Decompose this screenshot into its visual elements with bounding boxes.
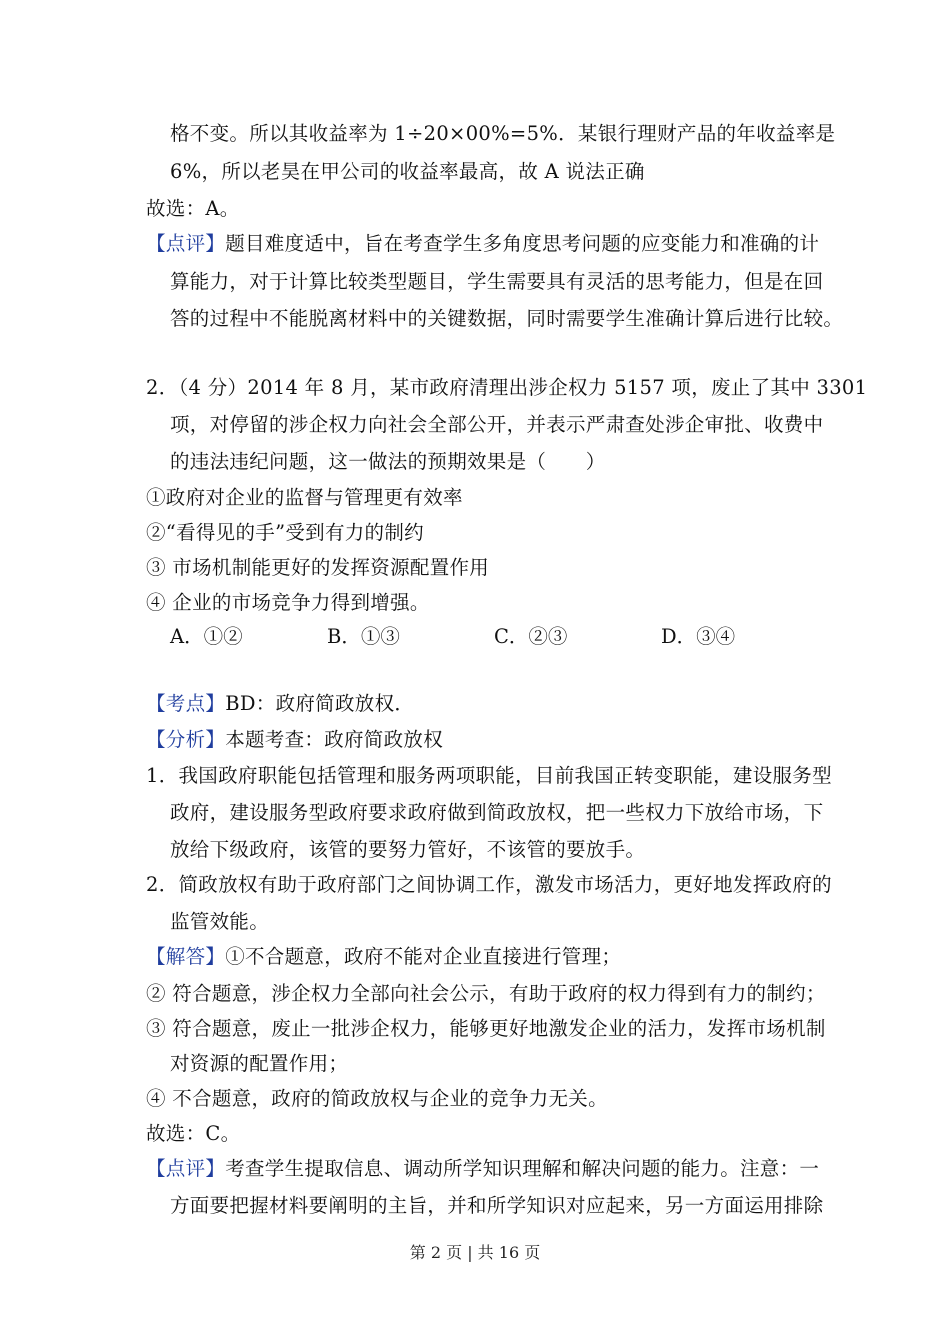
comment-line <box>146 1156 819 1182</box>
option-a: A．①② <box>170 625 243 648</box>
text-line: ② 符合题意，涉企权力全部向社会公示，有助于政府的权力得到有力的制约； <box>146 982 826 1005</box>
comment-tag: 【点评】 <box>146 232 226 255</box>
knowledge-text: BD：政府简政放权． <box>225 692 415 715</box>
statement-item: ③ 市场机制能更好的发挥资源配置作用 <box>146 556 490 579</box>
analysis-line <box>146 727 443 753</box>
analysis-text: 本题考查：政府简政放权 <box>225 728 444 751</box>
text-line: 答的过程中不能脱离材料中的关键数据，同时需要学生准确计算后进行比较。 <box>170 307 844 330</box>
text-line: 放给下级政府，该管的要努力管好，不该管的要放手。 <box>170 838 646 861</box>
statement-item: ①政府对企业的监督与管理更有效率 <box>146 486 463 509</box>
text-line: 算能力，对于计算比较类型题目，学生需要具有灵活的思考能力，但是在回 <box>170 270 824 293</box>
option-c: C．②③ <box>494 625 568 648</box>
statement-item: ④ 企业的市场竞争力得到增强。 <box>146 591 430 614</box>
text-line: 项，对停留的涉企权力向社会全部公开，并表示严肃查处涉企审批、收费中 <box>170 413 824 436</box>
statement-item: ②“看得见的手”受到有力的制约 <box>146 521 424 544</box>
text-line: 对资源的配置作用； <box>170 1052 349 1075</box>
text-line: 1．我国政府职能包括管理和服务两项职能，目前我国正转变职能，建设服务型 <box>146 764 832 787</box>
comment-tag: 【点评】 <box>146 1157 226 1180</box>
text-line: 的违法违纪问题，这一做法的预期效果是（ ） <box>170 450 606 473</box>
page-footer: 第 2 页 | 共 16 页 <box>409 1243 541 1262</box>
answer-line: 故选：A。 <box>146 197 240 220</box>
solution-line <box>146 944 621 970</box>
knowledge-point-line <box>146 691 414 717</box>
solution-tag: 【解答】 <box>146 945 226 968</box>
option-d: D．③④ <box>661 625 736 648</box>
text-line: 政府，建设服务型政府要求政府做到简政放权，把一些权力下放给市场，下 <box>170 801 824 824</box>
option-b: B．①③ <box>327 625 400 648</box>
text-line: 监管效能。 <box>170 910 270 933</box>
analysis-tag: 【分析】 <box>146 728 226 751</box>
text-line: 2．简政放权有助于政府部门之间协调工作，激发市场活力，更好地发挥政府的 <box>146 873 832 896</box>
knowledge-tag: 【考点】 <box>146 692 226 715</box>
answer-line: 故选：C。 <box>146 1122 241 1145</box>
text-line: ③ 符合题意，废止一批涉企权力，能够更好地激发企业的活力，发挥市场机制 <box>146 1017 826 1040</box>
solution-text: ①不合题意，政府不能对企业直接进行管理； <box>225 945 622 968</box>
text-line: 6%，所以老昊在甲公司的收益率最高，故 A 说法正确 <box>170 160 645 183</box>
comment-line <box>146 231 819 257</box>
text-line: ④ 不合题意，政府的简政放权与企业的竞争力无关。 <box>146 1087 608 1110</box>
text-line: 方面要把握材料要阐明的主旨，并和所学知识对应起来，另一方面运用排除 <box>170 1194 824 1217</box>
text-line: 格不变。所以其收益率为 1÷20×00%=5%．某银行理财产品的年收益率是 <box>170 122 836 145</box>
comment-text: 题目难度适中，旨在考查学生多角度思考问题的应变能力和准确的计 <box>225 232 820 255</box>
question-stem: 2．（4 分）2014 年 8 月，某市政府清理出涉企权力 5157 项，废止了其中 3301 <box>146 376 868 399</box>
comment-text: 考查学生提取信息、调动所学知识理解和解决问题的能力。注意：一 <box>225 1157 820 1180</box>
